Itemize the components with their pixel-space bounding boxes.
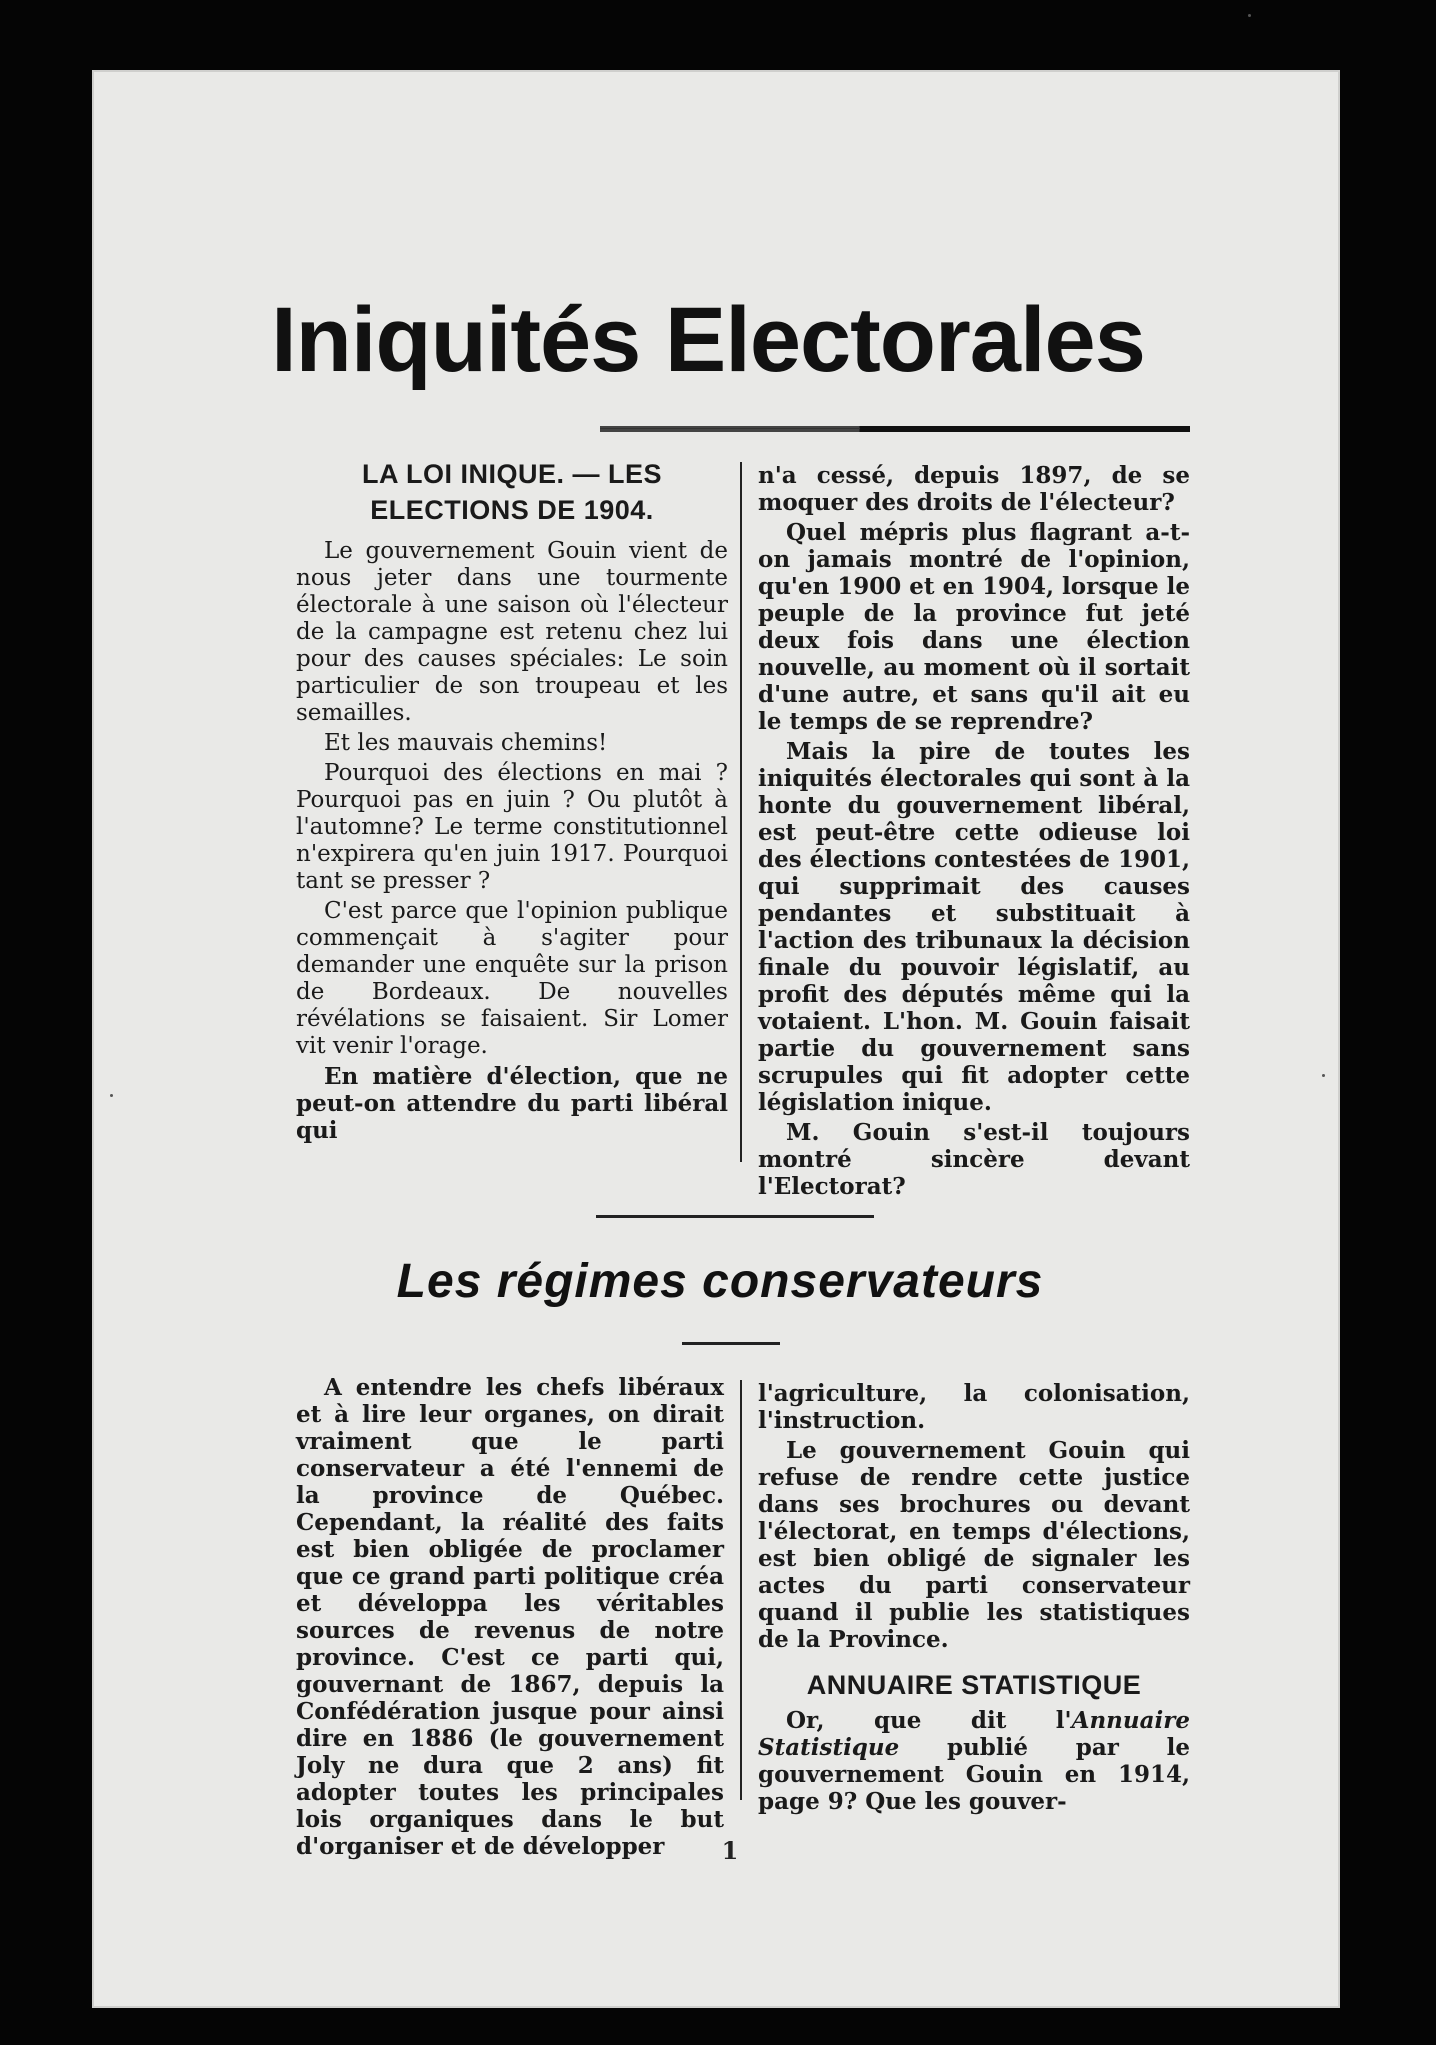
paragraph: Mais la pire de toutes les iniquités électorales qui sont à la honte du gouvernement libéral, est peut-être cette odieuse loi des élections contestées de 1901, qui supprimait des causes pendantes et substituait à l'action des tribunaux la décision finale du pouvoir législatif, au profit des députés même qui la votaient. L'hon. M. Gouin faisait partie du gouvernement sans scrupules qui fit adopter cette législation inique. <box>758 738 1190 1116</box>
annuaire-rest: publié par le gouvernement Gouin en 1914, page 9? Que les gouver- <box>758 1734 1190 1815</box>
article1-right-column <box>758 462 1190 1203</box>
paragraph: Pourquoi des élections en mai ? Pourquoi pas en juin ? Ou plutôt à l'automne? Le terme constitutionnel n'expirera qu'en juin 1917. Pourquoi tant se presser ? <box>296 760 728 894</box>
section2-right-column <box>758 1380 1190 1818</box>
paragraph: C'est parce que l'opinion publique commençait à s'agiter pour demander une enquête sur la prison de Bordeaux. De nouvelles révélations se faisaient. Sir Lomer vit venir l'orage. <box>296 898 728 1059</box>
paragraph: Quel mépris plus flagrant a-t-on jamais montré de l'opinion, qu'en 1900 et en 1904, lorsque le peuple de la province fut jeté deux fois dans une élection nouvelle, au moment où il sortait d'une autre, et sans qu'il ait eu le temps de se reprendre? <box>758 519 1190 735</box>
subheading: ANNUAIRE STATISTIQUE <box>806 1670 1142 1700</box>
paragraph: M. Gouin s'est-il toujours montré sincère devant l'Electorat? <box>758 1119 1190 1200</box>
paragraph: n'a cessé, depuis 1897, de se moquer des droits de l'électeur? <box>758 462 1190 516</box>
paragraph: Et les mauvais chemins! <box>324 730 608 756</box>
paragraph: Le gouvernement Gouin vient de nous jeter dans une tourmente électorale à une saison où l'électeur de la campagne est retenu chez lui pour des causes spéciales: Le soin particulier de son troupeau et les semailles. <box>296 538 728 726</box>
article1-left-body <box>296 538 728 1144</box>
paragraph: l'agriculture, la colonisation, l'instruction. <box>758 1380 1190 1434</box>
column-divider <box>740 1380 742 1800</box>
section2-left-column <box>296 1374 724 1863</box>
dust-speck <box>110 1094 113 1097</box>
section-divider-bottom <box>682 1342 780 1345</box>
column-divider <box>740 462 742 1162</box>
section-divider-top <box>596 1215 874 1218</box>
article1-heading: LA LOI INIQUE. — LES ELECTIONS DE 1904. <box>361 459 662 525</box>
page-title: Iniquités Electorales <box>271 289 1145 391</box>
paragraph <box>758 1707 1190 1815</box>
paragraph: Le gouvernement Gouin qui refuse de rendre cette justice dans ses brochures ou devant l'électorat, en temps d'élections, est bien obligé de signaler les actes du parti conservateur quand il publie les statistiques de la Province. <box>758 1437 1190 1653</box>
annuaire-title: Annuaire Statistique <box>758 1707 1190 1761</box>
paragraph: En matière d'élection, que ne peut-on attendre du parti libéral qui <box>296 1063 728 1144</box>
title-divider <box>600 426 1190 432</box>
paragraph: A entendre les chefs libéraux et à lire leur organes, on dirait vraiment que le parti conservateur a été l'ennemi de la province de Québec. Cependant, la réalité des faits est bien obligée de proclamer que ce grand parti politique créa et développa les véritables sources de revenus de notre province. C'est ce parti qui, gouvernant de 1867, depuis la Confédération jusque pour ainsi dire en 1886 (le gouvernement Joly ne dura que 2 ans) fit adopter toutes les principales lois organiques dans le but d'organiser et de développer <box>296 1374 724 1860</box>
dust-speck <box>1248 14 1251 17</box>
section-title: Les régimes conservateurs <box>396 1255 1044 1308</box>
article1-left-column <box>296 456 728 1147</box>
annuaire-intro: Or, que dit l' <box>786 1707 1072 1734</box>
dust-speck <box>1322 1074 1325 1077</box>
page-number: 1 <box>721 1836 739 1865</box>
